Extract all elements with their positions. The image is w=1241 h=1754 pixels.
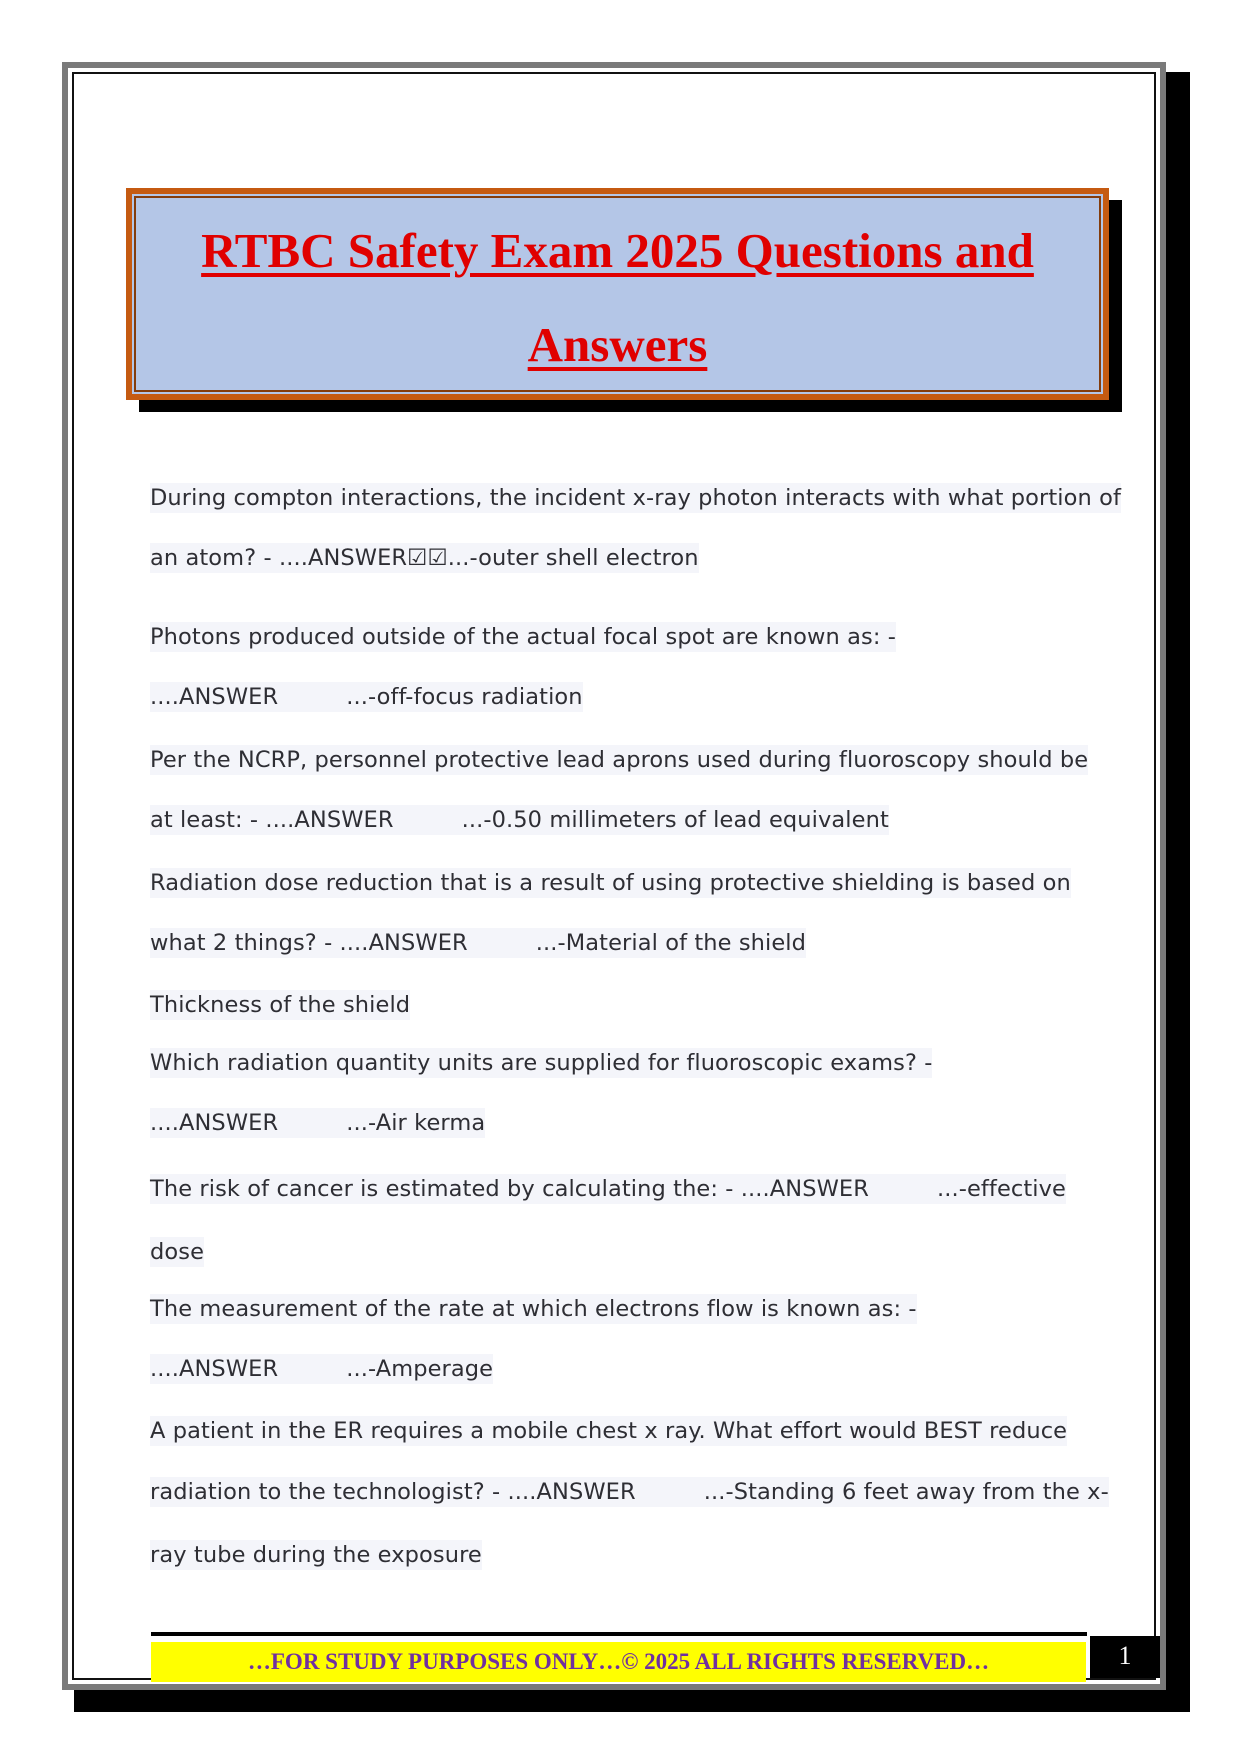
page-number: 1 [1090, 1636, 1160, 1678]
qa-line [150, 1174, 1066, 1204]
qa-line: an atom? - ....ANSWER☑☑...-outer shell electron [150, 545, 699, 571]
qa-line: A patient in the ER requires a mobile chest x ray. What effort would BEST reduce [150, 1418, 1068, 1444]
qa-line: Per the NCRP, personnel protective lead aprons used during fluoroscopy should be [150, 747, 1089, 773]
qa-line: Thickness of the shield [150, 992, 411, 1018]
qa-line [150, 1108, 485, 1138]
title-box [126, 188, 1109, 400]
qa-line: Radiation dose reduction that is a result of using protective shielding is based on [150, 870, 1071, 896]
qa-line: During compton interactions, the incident x-ray photon interacts with what portion of [150, 485, 1121, 511]
footer-divider [151, 1632, 1087, 1636]
title-line-2: Answers [527, 317, 708, 372]
question-part: The risk of cancer is estimated by calculating the: - ....ANSWER [150, 1176, 869, 1202]
qa-line: The measurement of the rate at which electrons flow is known as: - [150, 1296, 917, 1322]
answer-part: ...-off-focus radiation [346, 684, 583, 710]
question-part: what 2 things? - ....ANSWER [150, 930, 468, 956]
qa-line [150, 1354, 493, 1384]
qa-line [150, 682, 583, 712]
answer-part: ...-Standing 6 feet away from the x- [703, 1479, 1109, 1505]
question-part: at least: - ....ANSWER [150, 807, 394, 833]
question-part: radiation to the technologist? - ....ANSWER [150, 1479, 636, 1505]
answer-part: ...-Amperage [346, 1356, 494, 1382]
footer-notice: …FOR STUDY PURPOSES ONLY…© 2025 ALL RIGHTS RESERVED… [151, 1642, 1086, 1682]
answer-part: ...-Material of the shield [535, 930, 807, 956]
question-part: ....ANSWER [150, 1356, 279, 1382]
qa-line [150, 928, 806, 958]
qa-line: ray tube during the exposure [150, 1542, 482, 1568]
answer-part: ...-Air kerma [346, 1110, 486, 1136]
answer-part: ...-effective [936, 1176, 1066, 1202]
question-part: ....ANSWER [150, 684, 279, 710]
document-title [132, 204, 1103, 392]
qa-line: dose [150, 1239, 205, 1265]
qa-line [150, 1477, 1109, 1507]
qa-line: Photons produced outside of the actual focal spot are known as: - [150, 624, 897, 650]
qa-line: Which radiation quantity units are supplied for fluoroscopic exams? - [150, 1050, 933, 1076]
qa-line [150, 805, 889, 835]
title-line-1: RTBC Safety Exam 2025 Questions and [201, 223, 1034, 278]
answer-part: ...-0.50 millimeters of lead equivalent [461, 807, 889, 833]
question-part: ....ANSWER [150, 1110, 279, 1136]
